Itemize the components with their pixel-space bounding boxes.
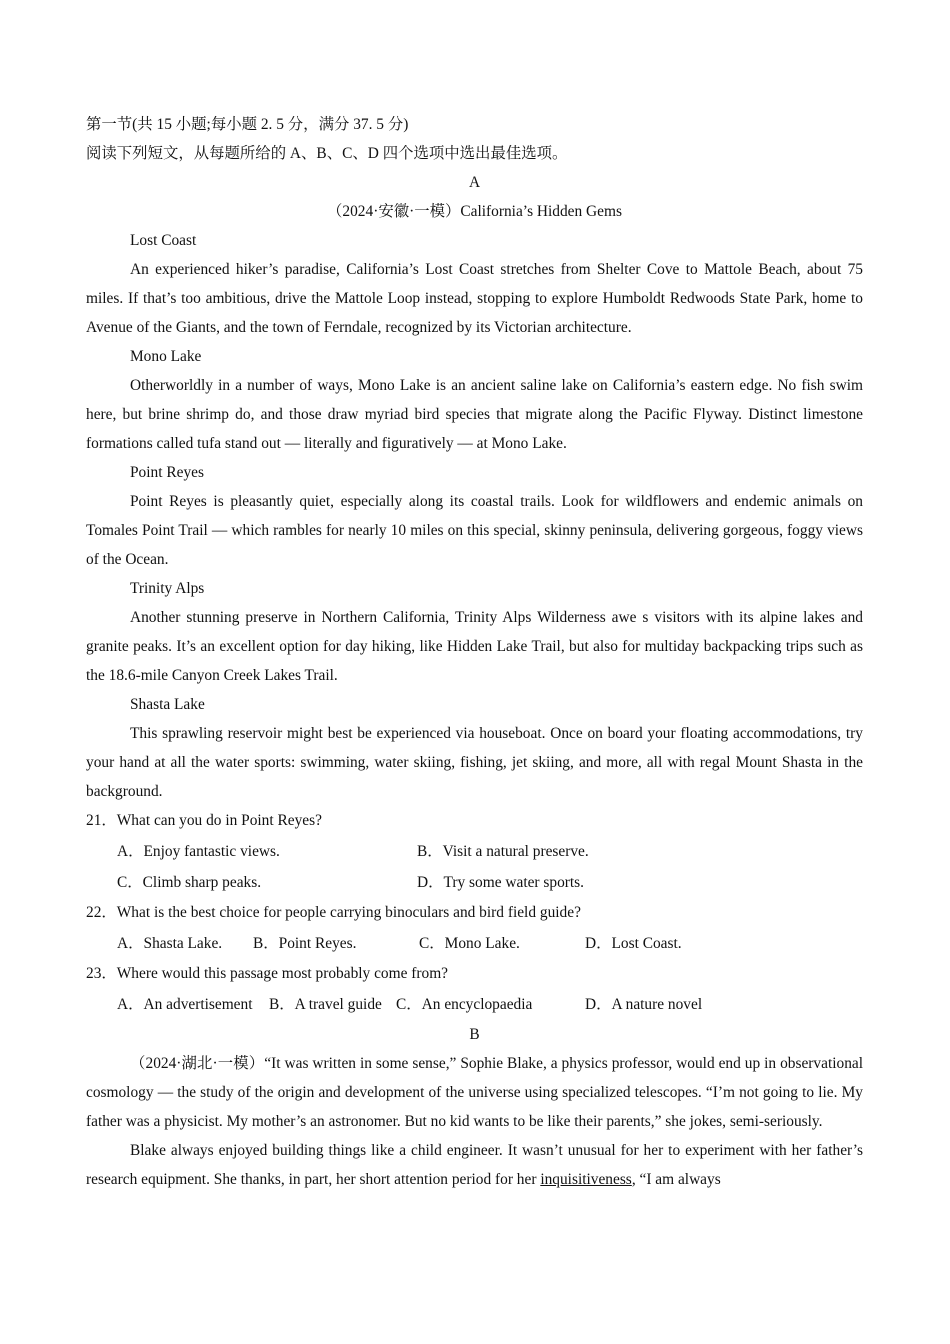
question-23-options	[86, 989, 863, 1020]
option-d[interactable]: D．A nature novel	[585, 996, 703, 1013]
instructions: 阅读下列短文，从每题所给的 A、B、C、D 四个选项中选出最佳选项。	[86, 145, 568, 162]
passage-b-paragraph-1: （2024·湖北·一模）“It was written in some sense,” Sophie Blake, a physics professor, would end up in observational cosmology — the study of the origin and development of the universe using specialized telescopes. “I’m not going to lie. My father was a physicist. My mother’s an astronomer. But no kid wants to be like their parents,” she jokes, semi-seriously.	[86, 1055, 863, 1130]
option-d[interactable]: D．Lost Coast.	[585, 935, 682, 952]
section-text: An experienced hiker’s paradise, California’s Lost Coast stretches from Shelter Cove to Mattole Beach, about 75 miles. If that’s too ambitious, drive the Mattole Loop instead, stopping to explore Humboldt Redwoods State Park, home to Avenue of the Giants, and the town of Ferndale, recognized by its Victorian architecture.	[86, 261, 863, 336]
section-text: Point Reyes is pleasantly quiet, especially along its coastal trails. Look for wildflowers and endemic animals on Tomales Point Trail — which rambles for nearly 10 miles on this special, skinny peninsula, delivering gorgeous, foggy views of the Ocean.	[86, 493, 863, 568]
option-d[interactable]: D．Try some water sports.	[417, 874, 585, 891]
section-header: 第一节(共 15 小题;每小题 2. 5 分，满分 37. 5 分)	[86, 116, 409, 133]
paragraph-text: , “I am always	[631, 1171, 721, 1188]
section-heading: Point Reyes	[130, 464, 204, 481]
section-text: Another stunning preserve in Northern California, Trinity Alps Wilderness awe s visitors with its alpine lakes and granite peaks. It’s an excellent option for day hiking, like Hidden Lake Trail, but also for multiday backpacking trips such as the 18.6-mile Canyon Creek Lakes Trail.	[86, 609, 863, 684]
question-21-stem: 21．What can you do in Point Reyes?	[86, 812, 322, 829]
option-a[interactable]: A．An advertisement	[117, 996, 253, 1013]
section-heading: Lost Coast	[130, 232, 197, 249]
question-21-options-row1	[86, 836, 863, 867]
question-22-options	[86, 928, 863, 959]
question-22-stem: 22．What is the best choice for people carrying binoculars and bird field guide?	[86, 904, 581, 921]
option-b[interactable]: B．Visit a natural preserve.	[417, 843, 589, 860]
passage-a-letter: A	[468, 174, 481, 191]
option-b[interactable]: B．Point Reyes.	[253, 935, 357, 952]
question-23-stem: 23．Where would this passage most probably come from?	[86, 965, 449, 982]
passage-b-paragraph-2	[86, 1136, 863, 1194]
option-a[interactable]: A．Enjoy fantastic views.	[117, 843, 280, 860]
question-21-options-row2	[86, 867, 863, 898]
section-heading: Shasta Lake	[130, 696, 205, 713]
section-heading: Trinity Alps	[130, 580, 205, 597]
paragraph-text: Blake always enjoyed building things like a child engineer. It wasn’t unusual for her to experiment with her father’s research equipment. She thanks, in part, her short attention period for her	[86, 1142, 863, 1188]
exam-page	[86, 110, 863, 1194]
option-c[interactable]: C．An encyclopaedia	[396, 996, 533, 1013]
underlined-word: inquisitiveness	[540, 1171, 632, 1188]
section-text: This sprawling reservoir might best be experienced via houseboat. Once on board your floating accommodations, try your hand at all the water sports: swimming, water skiing, fishing, jet skiing, and more, all with regal Mount Shasta in the background.	[86, 725, 863, 800]
passage-b-letter: B	[469, 1026, 480, 1043]
option-a[interactable]: A．Shasta Lake.	[117, 935, 223, 952]
option-c[interactable]: C．Climb sharp peaks.	[117, 874, 262, 891]
option-b[interactable]: B．A travel guide	[269, 996, 382, 1013]
section-text: Otherworldly in a number of ways, Mono Lake is an ancient saline lake on California’s eastern edge. No fish swim here, but brine shrimp do, and those draw myriad bird species that migrate along the Pacific Flyway. Distinct limestone formations called tufa stand out — literally and figuratively — at Mono Lake.	[86, 377, 863, 452]
passage-a-title: （2024·安徽·一模）California’s Hidden Gems	[327, 203, 622, 220]
section-heading: Mono Lake	[130, 348, 202, 365]
option-c[interactable]: C．Mono Lake.	[419, 935, 520, 952]
